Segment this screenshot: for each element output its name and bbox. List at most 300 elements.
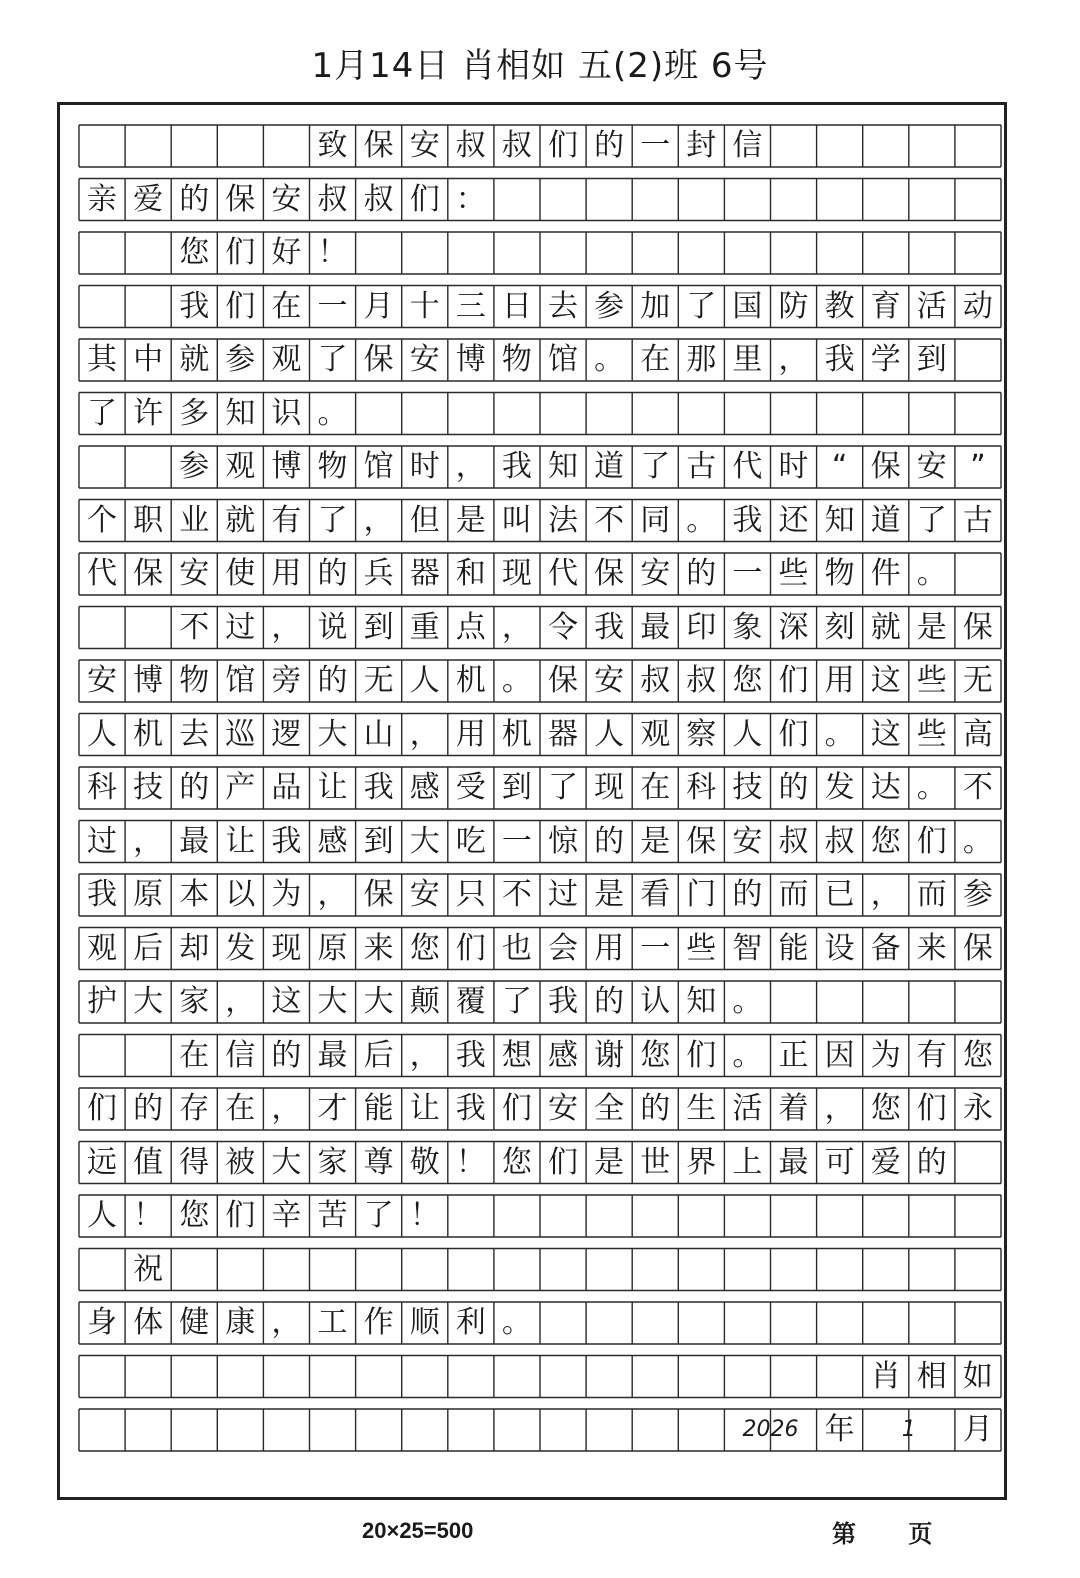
grid-char: 国 [732,288,763,324]
grid-char: 颠 [409,984,440,1019]
grid-char: 这 [271,984,302,1019]
grid-char: 远 [87,1144,117,1180]
grid-char: 保 [548,663,578,698]
grid-char: 健 [179,1305,210,1340]
grid-char: 其 [87,342,117,377]
grid-char: 技 [133,770,164,805]
grid-char: 爱 [133,181,164,217]
grid-char: 业 [179,502,210,538]
grid-char: 覆 [455,984,486,1019]
grid-char: 发 [824,770,855,805]
grid-char: 我 [455,1091,486,1126]
grid-char: ， [778,342,809,377]
grid-char: 中 [133,342,164,377]
grid-char: 保 [133,556,164,591]
grid-char: 参 [594,288,625,324]
grid-char: 安 [271,181,302,217]
grid-char: 是 [455,502,486,538]
grid-char: 技 [732,770,763,805]
grid-char: ， [271,1091,302,1126]
grid-char: 安 [179,556,210,591]
grid-char: 察 [686,716,717,752]
grid-char: 们 [225,288,256,324]
grid-char: 令 [548,609,578,645]
grid-char: 在 [640,342,671,377]
grid-char: ” [970,449,986,484]
grid-char: 在 [225,1091,256,1126]
grid-char: 祝 [133,1251,164,1287]
grid-char: 保 [594,556,625,591]
grid-char: 保 [870,449,901,484]
grid-char: 我 [455,1037,486,1073]
grid-char: 的 [594,984,625,1019]
grid-char: 肖 [870,1358,901,1394]
grid-char: 不 [501,877,532,912]
grid-char: 高 [962,716,993,752]
grid-char: 一 [732,556,763,591]
grid-char: 机 [455,663,486,698]
grid-char: 您 [732,663,763,698]
grid-char: 大 [363,984,394,1019]
grid-char: 的 [778,770,809,805]
grid-char: 们 [778,663,809,698]
grid-char: 好 [271,235,302,270]
grid-char: 门 [686,877,717,912]
grid-char: 和 [455,556,486,591]
grid-digits: 2026 [742,1417,799,1442]
grid-char: 我 [271,823,302,859]
grid-char: 已 [824,877,855,912]
grid-char: 本 [179,877,210,912]
grid-char: 是 [916,609,947,645]
grid-char: 设 [824,930,855,966]
grid-char: 。 [916,556,947,591]
grid-char: 了 [640,449,671,484]
grid-char: 现 [594,770,625,805]
grid-char: 件 [870,556,901,591]
grid-char: 刻 [824,609,855,645]
grid-char: 想 [501,1037,532,1073]
grid-char: 去 [548,288,578,324]
grid-char: 们 [916,823,947,859]
grid-char: 参 [225,342,256,377]
grid-char: 里 [732,342,763,377]
grid-char: 们 [686,1037,717,1073]
grid-char: ， [225,984,256,1019]
grid-char: 辛 [271,1198,302,1233]
grid-char: 些 [778,556,809,591]
grid-char: 在 [640,770,671,805]
grid-char: 家 [179,984,210,1019]
grid-char: 馆 [363,449,394,484]
grid-char: 作 [363,1305,394,1340]
grid-char: 护 [87,984,117,1019]
grid-char: 活 [916,288,947,324]
grid-char: 值 [133,1144,164,1180]
grid-char: 人 [87,1198,117,1233]
grid-char: 一 [317,288,348,324]
grid-char: 来 [916,930,947,966]
grid-char: 人 [87,716,117,752]
grid-char: 观 [225,449,256,484]
grid-char: 大 [409,823,440,859]
grid-char: 无 [962,663,993,698]
grid-char: 您 [870,1091,901,1126]
grid-char: 用 [594,930,625,966]
grid-char: 山 [363,716,394,752]
grid-char: 安 [409,128,440,163]
grid-char: 的 [317,556,348,591]
grid-char: 观 [87,930,117,966]
grid-char: 保 [686,823,717,859]
grid-char: 参 [179,449,210,484]
grid-char: 些 [916,716,947,752]
grid-char: 馆 [548,342,578,377]
grid-char: 同 [640,502,671,538]
grid-char: ， [409,716,440,752]
grid-char: 个 [87,502,117,538]
grid-char: 爱 [870,1144,901,1180]
grid-char: 。 [824,716,855,752]
grid-char: 教 [824,288,855,324]
grid-char: 后 [363,1037,394,1073]
grid-char: 观 [640,716,671,752]
grid-char: 就 [870,609,901,645]
grid-char: 年 [824,1412,855,1447]
letter-body [60,105,1004,1497]
grid-char: 们 [501,1091,532,1126]
grid-char: 让 [317,770,348,805]
grid-char: 动 [962,288,993,324]
grid-char: 您 [501,1144,532,1180]
grid-char: 古 [686,449,717,484]
grid-char: 被 [225,1144,256,1180]
grid-char: 存 [179,1091,210,1126]
grid-char: 而 [778,877,809,912]
grid-char: 的 [594,128,625,163]
grid-char: 最 [317,1037,348,1073]
grid-char: 许 [133,395,164,431]
grid-char: 大 [133,984,164,1019]
grid-char: 些 [686,930,717,966]
grid-char: 工 [317,1305,348,1340]
grid-char: 在 [271,288,302,324]
grid-char: 逻 [271,716,302,752]
grid-char: 感 [548,1037,578,1073]
grid-char: 敬 [409,1144,440,1180]
grid-char: 叔 [778,823,809,859]
grid-char: 还 [778,502,809,538]
grid-char: 受 [455,770,486,805]
grid-char: 封 [686,128,717,163]
grid-char: 知 [686,984,717,1019]
page-number-label: 第 页 [832,1520,933,1548]
grid-char: 知 [548,449,578,484]
grid-char: 了 [87,395,117,431]
grid-char: 到 [916,342,947,377]
grid-char: 不 [962,770,993,805]
grid-char: 品 [271,770,302,805]
grid-char: 道 [594,449,625,484]
grid-char: 生 [686,1091,717,1126]
grid-char: 的 [271,1037,302,1073]
grid-char: 我 [824,342,855,377]
grid-char: 顺 [409,1305,440,1340]
grid-char: 人 [409,663,440,698]
grid-char: 智 [732,930,763,966]
grid-char: 无 [363,663,394,698]
grid-char: 安 [409,877,440,912]
grid-char: 。 [732,984,763,1019]
grid-char: 让 [409,1091,440,1126]
grid-char: 一 [640,930,671,966]
grid-char: 到 [363,609,394,645]
grid-char: ， [824,1091,855,1126]
grid-char: 使 [225,556,256,591]
grid-char: 们 [455,930,486,966]
grid-char: 。 [317,395,348,431]
grid-char: 们 [225,1198,256,1233]
grid-char: 苦 [317,1198,348,1233]
grid-char: 过 [225,609,256,645]
grid-char: 叔 [640,663,671,698]
grid-char: ， [501,609,532,645]
grid-char: 深 [778,609,809,645]
grid-char: 的 [133,1091,164,1126]
grid-char: 安 [87,663,117,698]
grid-char: 您 [640,1037,671,1073]
grid-char: 我 [548,984,578,1019]
grid-char: 身 [87,1305,117,1340]
grid-char: ， [409,1037,440,1073]
grid-char: 如 [962,1358,993,1394]
grid-char: 法 [548,502,578,538]
grid-char: 最 [640,609,671,645]
grid-char: 兵 [363,556,394,591]
grid-char: 象 [732,609,763,645]
grid-char: 发 [225,930,256,966]
grid-char: 利 [455,1305,486,1340]
grid-char: 过 [87,823,117,859]
grid-char: 我 [87,877,117,912]
grid-char: 致 [317,128,348,163]
grid-char: 了 [317,342,348,377]
grid-char: 就 [179,342,210,377]
manuscript-grid-sheet [57,102,1007,1500]
grid-char: 安 [916,449,947,484]
grid-char: ， [271,1305,302,1340]
grid-char: 一 [640,128,671,163]
grid-char: 器 [409,556,440,591]
grid-char: 们 [225,235,256,270]
grid-char: 保 [363,128,394,163]
grid-char: 加 [640,288,671,324]
grid-char: 有 [916,1037,947,1073]
grid-char: 安 [732,823,763,859]
grid-char: 上 [732,1144,763,1180]
grid-char: 。 [501,663,532,698]
grid-char: 现 [271,930,302,966]
grid-char: 安 [594,663,625,698]
grid-char: 旁 [271,663,302,698]
grid-char: 们 [548,128,578,163]
grid-char: 亲 [87,181,117,217]
grid-char: 信 [732,128,763,163]
grid-char: 道 [870,502,901,538]
grid-char: ， [133,823,164,859]
grid-char: 在 [179,1037,210,1073]
page-header: 1月14日 肖相如 五(2)班 6号 [311,46,769,86]
grid-char: 那 [686,342,717,377]
grid-char: 不 [594,502,625,538]
grid-char: 科 [87,770,117,805]
grid-char: 安 [640,556,671,591]
grid-char: 。 [916,770,947,805]
grid-char: 时 [778,449,809,484]
grid-char: 谢 [594,1037,625,1073]
grid-char: 只 [455,877,486,912]
grid-char: 了 [317,502,348,538]
grid-char: ， [870,877,901,912]
grid-char: 安 [409,342,440,377]
grid-char: 。 [732,1037,763,1073]
grid-char: 的 [179,770,210,805]
grid-char: 了 [686,288,717,324]
grid-char: 最 [179,823,210,859]
grid-char: 的 [640,1091,671,1126]
grid-char: 这 [870,716,901,752]
grid-char: 。 [501,1305,532,1340]
grid-char: 到 [363,823,394,859]
grid-char: 学 [870,342,901,377]
grid-char: 大 [317,984,348,1019]
grid-char: 的 [732,877,763,912]
grid-char: 是 [640,823,671,859]
grid-char: 保 [962,609,993,645]
grid-char: 活 [732,1091,763,1126]
grid-char: 相 [916,1358,947,1394]
grid-char: 但 [409,502,440,538]
grid-char: 来 [363,930,394,966]
grid-char: ！ [317,235,348,270]
grid-char: 我 [179,288,210,324]
grid-char: 保 [225,181,256,217]
grid-char: 用 [271,556,302,591]
grid-char: 世 [640,1144,671,1180]
grid-char: 备 [870,930,901,966]
grid-char: 叔 [317,181,348,217]
grid-char: 感 [409,770,440,805]
grid-char: 以 [225,877,256,912]
grid-char: 机 [133,716,164,752]
grid-char: 用 [455,716,486,752]
grid-char: 知 [824,502,855,538]
grid-char: 多 [179,395,210,431]
grid-char: 代 [87,556,117,591]
grid-char: 产 [225,770,256,805]
grid-char: 。 [962,823,993,859]
grid-char: 到 [501,770,532,805]
grid-char: 育 [870,288,901,324]
grid-char: 您 [409,930,440,966]
grid-char: 说 [317,609,348,645]
grid-char: 人 [732,716,763,752]
grid-char: 们 [778,716,809,752]
grid-char: 保 [363,342,394,377]
grid-char: ， [363,502,394,538]
grid-char: 观 [271,342,302,377]
grid-char: 些 [916,663,947,698]
grid-char: 了 [501,984,532,1019]
grid-char: 体 [133,1305,164,1340]
grid-char: 了 [363,1198,394,1233]
grid-char: 我 [363,770,394,805]
grid-char: 而 [916,877,947,912]
grid-char: 的 [686,556,717,591]
grid-char: 是 [594,877,625,912]
grid-char: 十 [409,288,440,324]
grid-char: 原 [133,877,164,912]
grid-char: 叔 [686,663,717,698]
grid-char: 巡 [225,716,256,752]
grid-char: 不 [179,609,210,645]
grid-char: 永 [962,1091,993,1126]
grid-char: 我 [501,449,532,484]
grid-char: 人 [594,716,625,752]
grid-char: 看 [640,877,671,912]
grid-char: 的 [179,181,210,217]
grid-char: 的 [594,823,625,859]
grid-char: 康 [225,1305,256,1340]
grid-char: 却 [179,930,210,966]
grid-char: 您 [962,1037,993,1073]
grid-char: ！ [409,1198,440,1233]
grid-char: 能 [363,1091,394,1126]
grid-char: 三 [455,288,486,324]
grid-char: 您 [870,823,901,859]
grid-char: 会 [548,930,578,966]
grid-char: 信 [225,1037,256,1073]
grid-char: ， [455,449,486,484]
grid-char: 叔 [824,823,855,859]
grid-char: 月 [962,1412,993,1447]
grid-char: 原 [317,930,348,966]
grid-char: 点 [455,609,486,645]
grid-char: ， [271,609,302,645]
grid-char: 物 [317,449,348,484]
grid-char: 得 [179,1144,210,1180]
grid-char: 因 [824,1037,855,1073]
grid-char: 们 [548,1144,578,1180]
grid-char: 物 [179,663,210,698]
grid-char: 是 [594,1144,625,1180]
grid-char: 界 [686,1144,717,1180]
grid-char: 保 [363,877,394,912]
grid-char: 叫 [501,502,532,538]
grid-char: 日 [501,288,532,324]
grid-char: 时 [409,449,440,484]
grid-char: 吃 [455,823,486,859]
grid-char: 职 [133,502,164,538]
grid-count-label: 20×25=500 [362,1518,474,1543]
grid-char: 代 [548,556,578,591]
grid-digits: 1 [901,1417,916,1442]
grid-char: 认 [640,984,671,1019]
grid-char: 月 [363,288,394,324]
grid-char: “ [831,449,848,484]
grid-char: 我 [594,609,625,645]
grid-char: 过 [548,877,578,912]
